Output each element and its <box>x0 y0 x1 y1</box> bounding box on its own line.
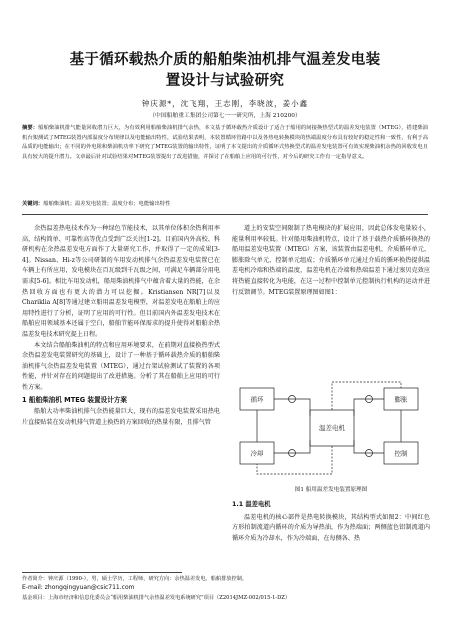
figure-1-schematic <box>232 376 430 482</box>
keywords-text: 船舶柴油机；温差发电装置；温度分布；电能输出特性 <box>43 201 171 207</box>
author-bio-footnote: 作者简介：钟庆源（1990-），男，硕士学历，工程师，研究方向：余热温差发电、船舶排放控制。 <box>22 576 248 582</box>
block-label-control: 控制 <box>394 449 408 458</box>
block-label-expansion: 膨胀 <box>394 395 408 404</box>
subsection-heading-1-1: 1.1 温差电机 <box>232 501 271 508</box>
intro-paragraph-1: 余热温差热电技术作为一种绿色节能技术，以其单位体积余热利用率高，结构简单、可靠性高等优点受到广泛关注[1-2]。目前国内外高校、科研机构在余热温差发电方面作了大量研究工作，并取得了一定的成果[3-4]。Nissan、Hi-z等公司研制的车用发动机排气余热温差发电装置已在车辆上有所应用，发电模块在百瓦级到千瓦级之间，可满足车辆部分用电需求[5-6]。相比车用发动机，船用柴油机排气中蕴含着大量的热能，在余热回收方面也有更大的潜力可以挖掘。Kristiansen NR[7]以及Chariklia A[8]等通过建立船用温差发电模型，对温差发电在船舶上的应用特性进行了分析，证明了应用的可行性。但目前国内外温差发电技术在船舶应用领域基本还属于空白，船舶节能环保需求的提升使得对船舶余热温差发电技术研究提上日程。 <box>22 225 220 338</box>
paper-title-line-1: 基于循环载热介质的船舶柴油机排气温差发电装 <box>69 52 381 68</box>
schematic-diagram <box>232 376 430 482</box>
figure-1-caption: 图1 船用温差发电装置原理图 <box>294 487 368 493</box>
email-footnote: E-mail: zhongqingyuan@csic711.com <box>22 584 135 591</box>
design-paragraph: 道上的安装空间限制了热电模块的扩展应用，因此总体发电量较小，能量利用率较低。针对船用柴油机特点，设计了基于载热介质循环换热的船用温差发电装置（MTEG）方案，该装置由温差电机、介质循环单元、膨胀除气单元、控制单元组成；介质循环单元通过介质的循环换热提供温差电机冷端和热端的温度，温差电机在冷端和热端温差下通过塞贝克效应将热能直接转化为电能，在这一过程中控制单元控制执行机构的运动并进行反馈调节。MTEG装置原理图如图1： <box>232 225 430 296</box>
block-label-teg: 温差电机 <box>319 424 345 432</box>
section1-paragraph: 船舶大功率柴油机排气余热能量巨大，现有的温差发电装置采用热电片直接贴装在发动机排气管道上换热的方案回收的热量有限，且排气管 <box>22 408 220 426</box>
abstract-label: 摘要： <box>22 125 39 131</box>
affiliation: （中国船舶重工集团公司第七一一研究所，上海 210200） <box>149 113 301 119</box>
left-column <box>22 224 220 428</box>
abstract-text: 船舶柴油机排气能量回收潜力巨大，为有效利用船舶柴油机排气余热，本文基于循环载热介质设计了适合于船用的间接换热型式的温差发电装置（MTEG），搭建柴油机台架测试了MTEG装置内部温度分布规律以及电能输出特性，试验结果表明，本装置循环管路中以及各热电转换模块的热端温度分布具有较好的稳定性和一致性，有利于高品质的电能输出；在不同的外电阻和柴油机功率下研究了MTEG装置的输出特性，证明了本文提出的介质循环式热换型式的温差发电装置可有效实现柴油机余热的回收发电且具有较大的提升潜力。文章最后针对试验结果对MTEG装置提出了改进措施，并探讨了在船舶上应用的可行性，对今后的研究工作有一定指导意义。 <box>22 125 428 160</box>
keywords <box>22 200 428 209</box>
block-label-cooling: 冷却 <box>250 449 264 458</box>
intro-paragraph-2: 本文结合船舶柴油机的特点和应用环境要求，在前期对直接换热型式余热温差发电装置研究的基础上，设计了一种基于循环载热介质的船舶柴油机排气余热温差发电装置（MTEG），通过台架试验测试了装置的各项性能，并针对存在的问题提出了改进措施。分析了其在船舶上应用的可行性方案。 <box>22 341 220 391</box>
footnote-divider <box>22 572 182 573</box>
right-column-lower <box>232 498 430 544</box>
section-heading-1: 1 船舶柴油机 MTEG 装置设计方案 <box>22 395 127 404</box>
block-label-circulation: 循环 <box>250 395 264 404</box>
author-list: 钟庆源*，沈飞翔，王志刚，李晓波，姜小鑫 <box>141 99 309 108</box>
fund-footnote: 基金项目：上海市经济和信息化委员会“船用柴油机排气余热温差发电系统研究”项目（Z2014JMZ-002/015-1-DZ） <box>22 595 291 601</box>
paper-title-line-2: 置设计与试验研究 <box>165 73 285 89</box>
abstract <box>22 124 428 162</box>
subsection-paragraph: 温差电机的核心部件是热电转换模块，其结构型式如图2：中间红色方形拍制流道内循环的介质为导热油，作为热端面；两侧蓝色铝制流道内循环介质为冷却水，作为冷端面，在每侧各、热 <box>232 513 430 542</box>
paper-title <box>20 50 430 92</box>
keywords-label: 关键词： <box>22 201 44 207</box>
header-divider <box>22 214 428 215</box>
right-column <box>232 224 430 298</box>
